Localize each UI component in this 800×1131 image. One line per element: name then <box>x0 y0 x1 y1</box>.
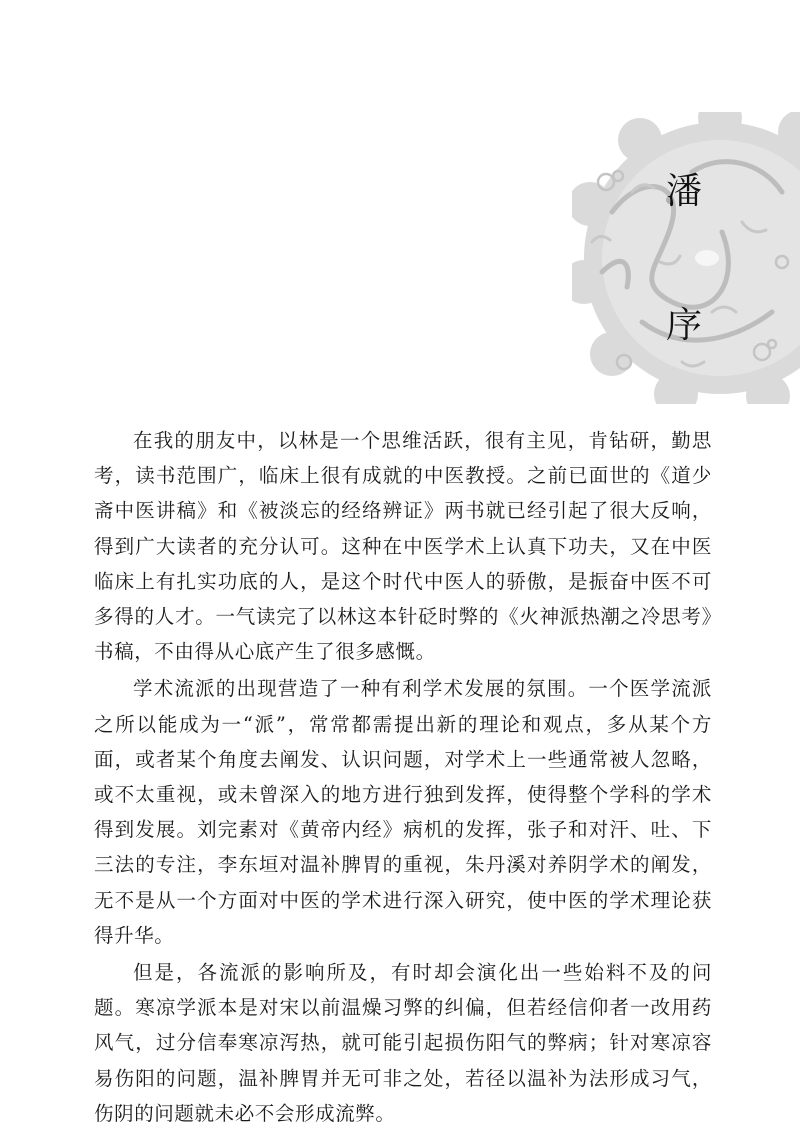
paragraph-2: 学术流派的出现营造了一种有利学术发展的氛围。一个医学流派之所以能成为一“派”，常常都需提出新的理论和观点，多从某个方面，或者某个角度去阐发、认识问题，对学术上一些通常被人忽略，或不太重视，或未曾深入的地方进行独到发挥，使得整个学科的学术得到发展。刘完素对《黄帝内经》病机的发挥，张子和对汗、吐、下三法的专注，李东垣对温补脾胃的重视，朱丹溪对养阴学术的阐发，无不是从一个方面对中医的学术进行深入研究，使中医的学术理论获得升华。 <box>94 677 712 947</box>
dragon-emblem-icon <box>572 112 800 404</box>
body-text <box>94 423 712 1131</box>
paragraph-3: 但是，各流派的影响所及，有时却会演化出一些始料不及的问题。寒凉学派本是对宋以前温燥习弊的纠偏，但若经信仰者一改用药风气，过分信奉寒凉泻热，就可能引起损伤阳气的弊病；针对寒凉容易伤阳的问题，温补脾胃并无可非之处，若径以温补为法形成习气，伤阴的问题就未必不会形成流弊。 <box>94 961 712 1125</box>
title-char-2: 序 <box>665 305 702 346</box>
paragraph-1: 在我的朋友中，以林是一个思维活跃，很有主见，肯钻研，勤思考，读书范围广，临床上很有成就的中医教授。之前已面世的《道少斋中医讲稿》和《被淡忘的经络辨证》两书就已经引起了很大反响，得到广大读者的充分认可。这种在中医学术上认真下功夫，又在中医临床上有扎实功底的人，是这个时代中医人的骄傲，是振奋中医不可多得的人才。一气读完了以林这本针砭时弊的《火神派热潮之冷思考》书稿，不由得从心底产生了很多感慨。 <box>94 429 712 664</box>
title-char-1: 潘 <box>665 171 702 212</box>
